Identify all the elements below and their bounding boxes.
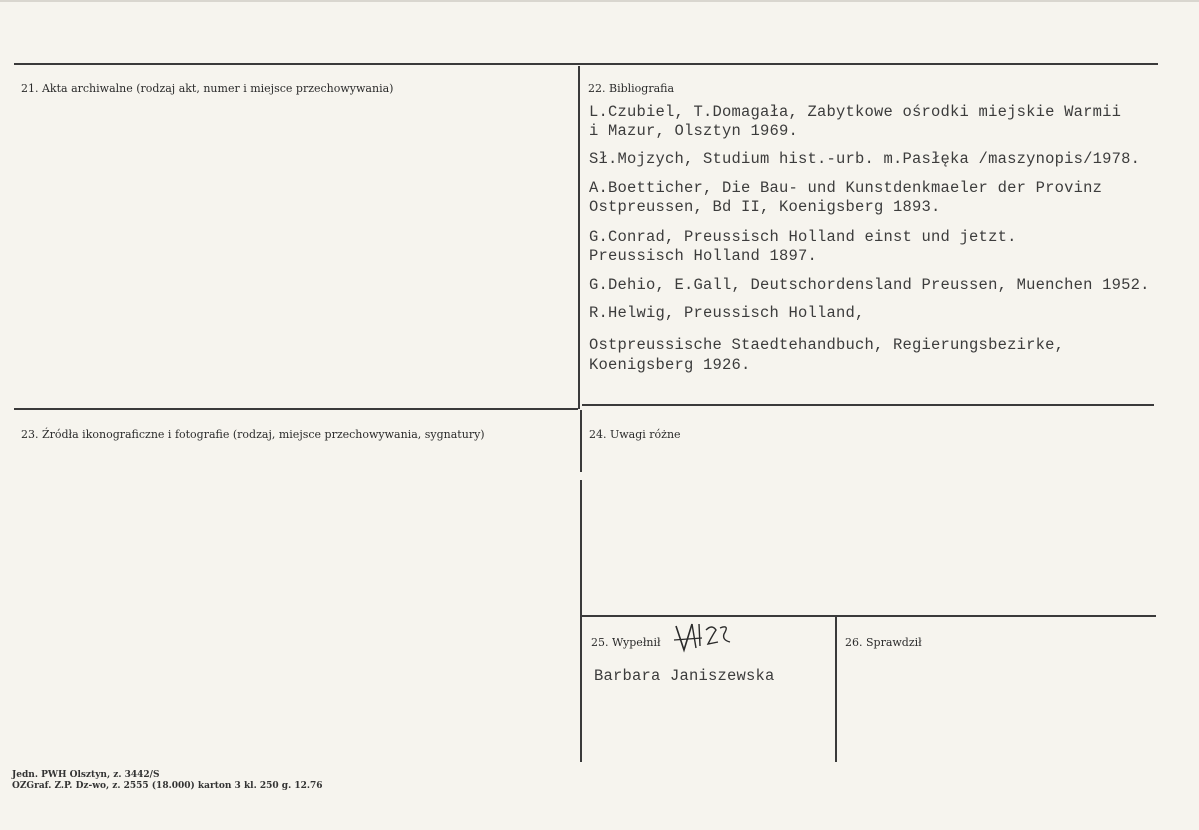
bibliography-line: Preussisch Holland 1897.: [589, 247, 818, 265]
upper-section-rule-right: [582, 404, 1154, 406]
field-25-label: 25. Wypełnił: [591, 636, 661, 649]
middle-divider-upper: [578, 66, 580, 409]
field-24-label: 24. Uwagi różne: [589, 428, 681, 441]
signature-section-rule: [582, 615, 1156, 617]
bibliography-line: L.Czubiel, T.Domagała, Zabytkowe ośrodki miejskie Warmii: [589, 103, 1122, 121]
bibliography-line: Ostpreussen, Bd II, Koenigsberg 1893.: [589, 198, 941, 216]
bibliography-line: Ostpreussische Staedtehandbuch, Regierungsbezirke,: [589, 336, 1065, 354]
bibliography-line: Koenigsberg 1926.: [589, 356, 751, 374]
field-26-label: 26. Sprawdził: [845, 636, 922, 649]
field-22-label: 22. Bibliografia: [588, 82, 675, 95]
bibliography-line: i Mazur, Olsztyn 1969.: [589, 122, 799, 140]
signature-divider: [835, 617, 837, 762]
middle-divider-lower-b: [580, 480, 582, 762]
handwritten-initials: [672, 620, 736, 654]
field-21-label: 21. Akta archiwalne (rodzaj akt, numer i miejsce przechowywania): [21, 82, 394, 95]
middle-divider-lower-a: [580, 410, 582, 472]
bibliography-line: G.Conrad, Preussisch Holland einst und jetzt.: [589, 228, 1017, 246]
bibliography-line: A.Boetticher, Die Bau- und Kunstdenkmaeler der Provinz: [589, 179, 1103, 197]
footer-line-2: OZGraf. Z.P. Dz-wo, z. 2555 (18.000) karton 3 kl. 250 g. 12.76: [12, 781, 323, 791]
top-rule: [14, 63, 1158, 65]
bibliography-line: R.Helwig, Preussisch Holland,: [589, 304, 865, 322]
bibliography-line: G.Dehio, E.Gall, Deutschordensland Preussen, Muenchen 1952.: [589, 276, 1150, 294]
filled-by-name: Barbara Janiszewska: [594, 667, 775, 685]
footer-line-1: Jedn. PWH Olsztyn, z. 3442/S: [12, 770, 160, 780]
field-23-label: 23. Źródła ikonograficzne i fotografie (rodzaj, miejsce przechowywania, sygnatury): [21, 428, 485, 441]
upper-section-rule-left: [14, 408, 578, 410]
bibliography-line: Sł.Mojzych, Studium hist.-urb. m.Pasłęka /maszynopis/1978.: [589, 150, 1141, 168]
